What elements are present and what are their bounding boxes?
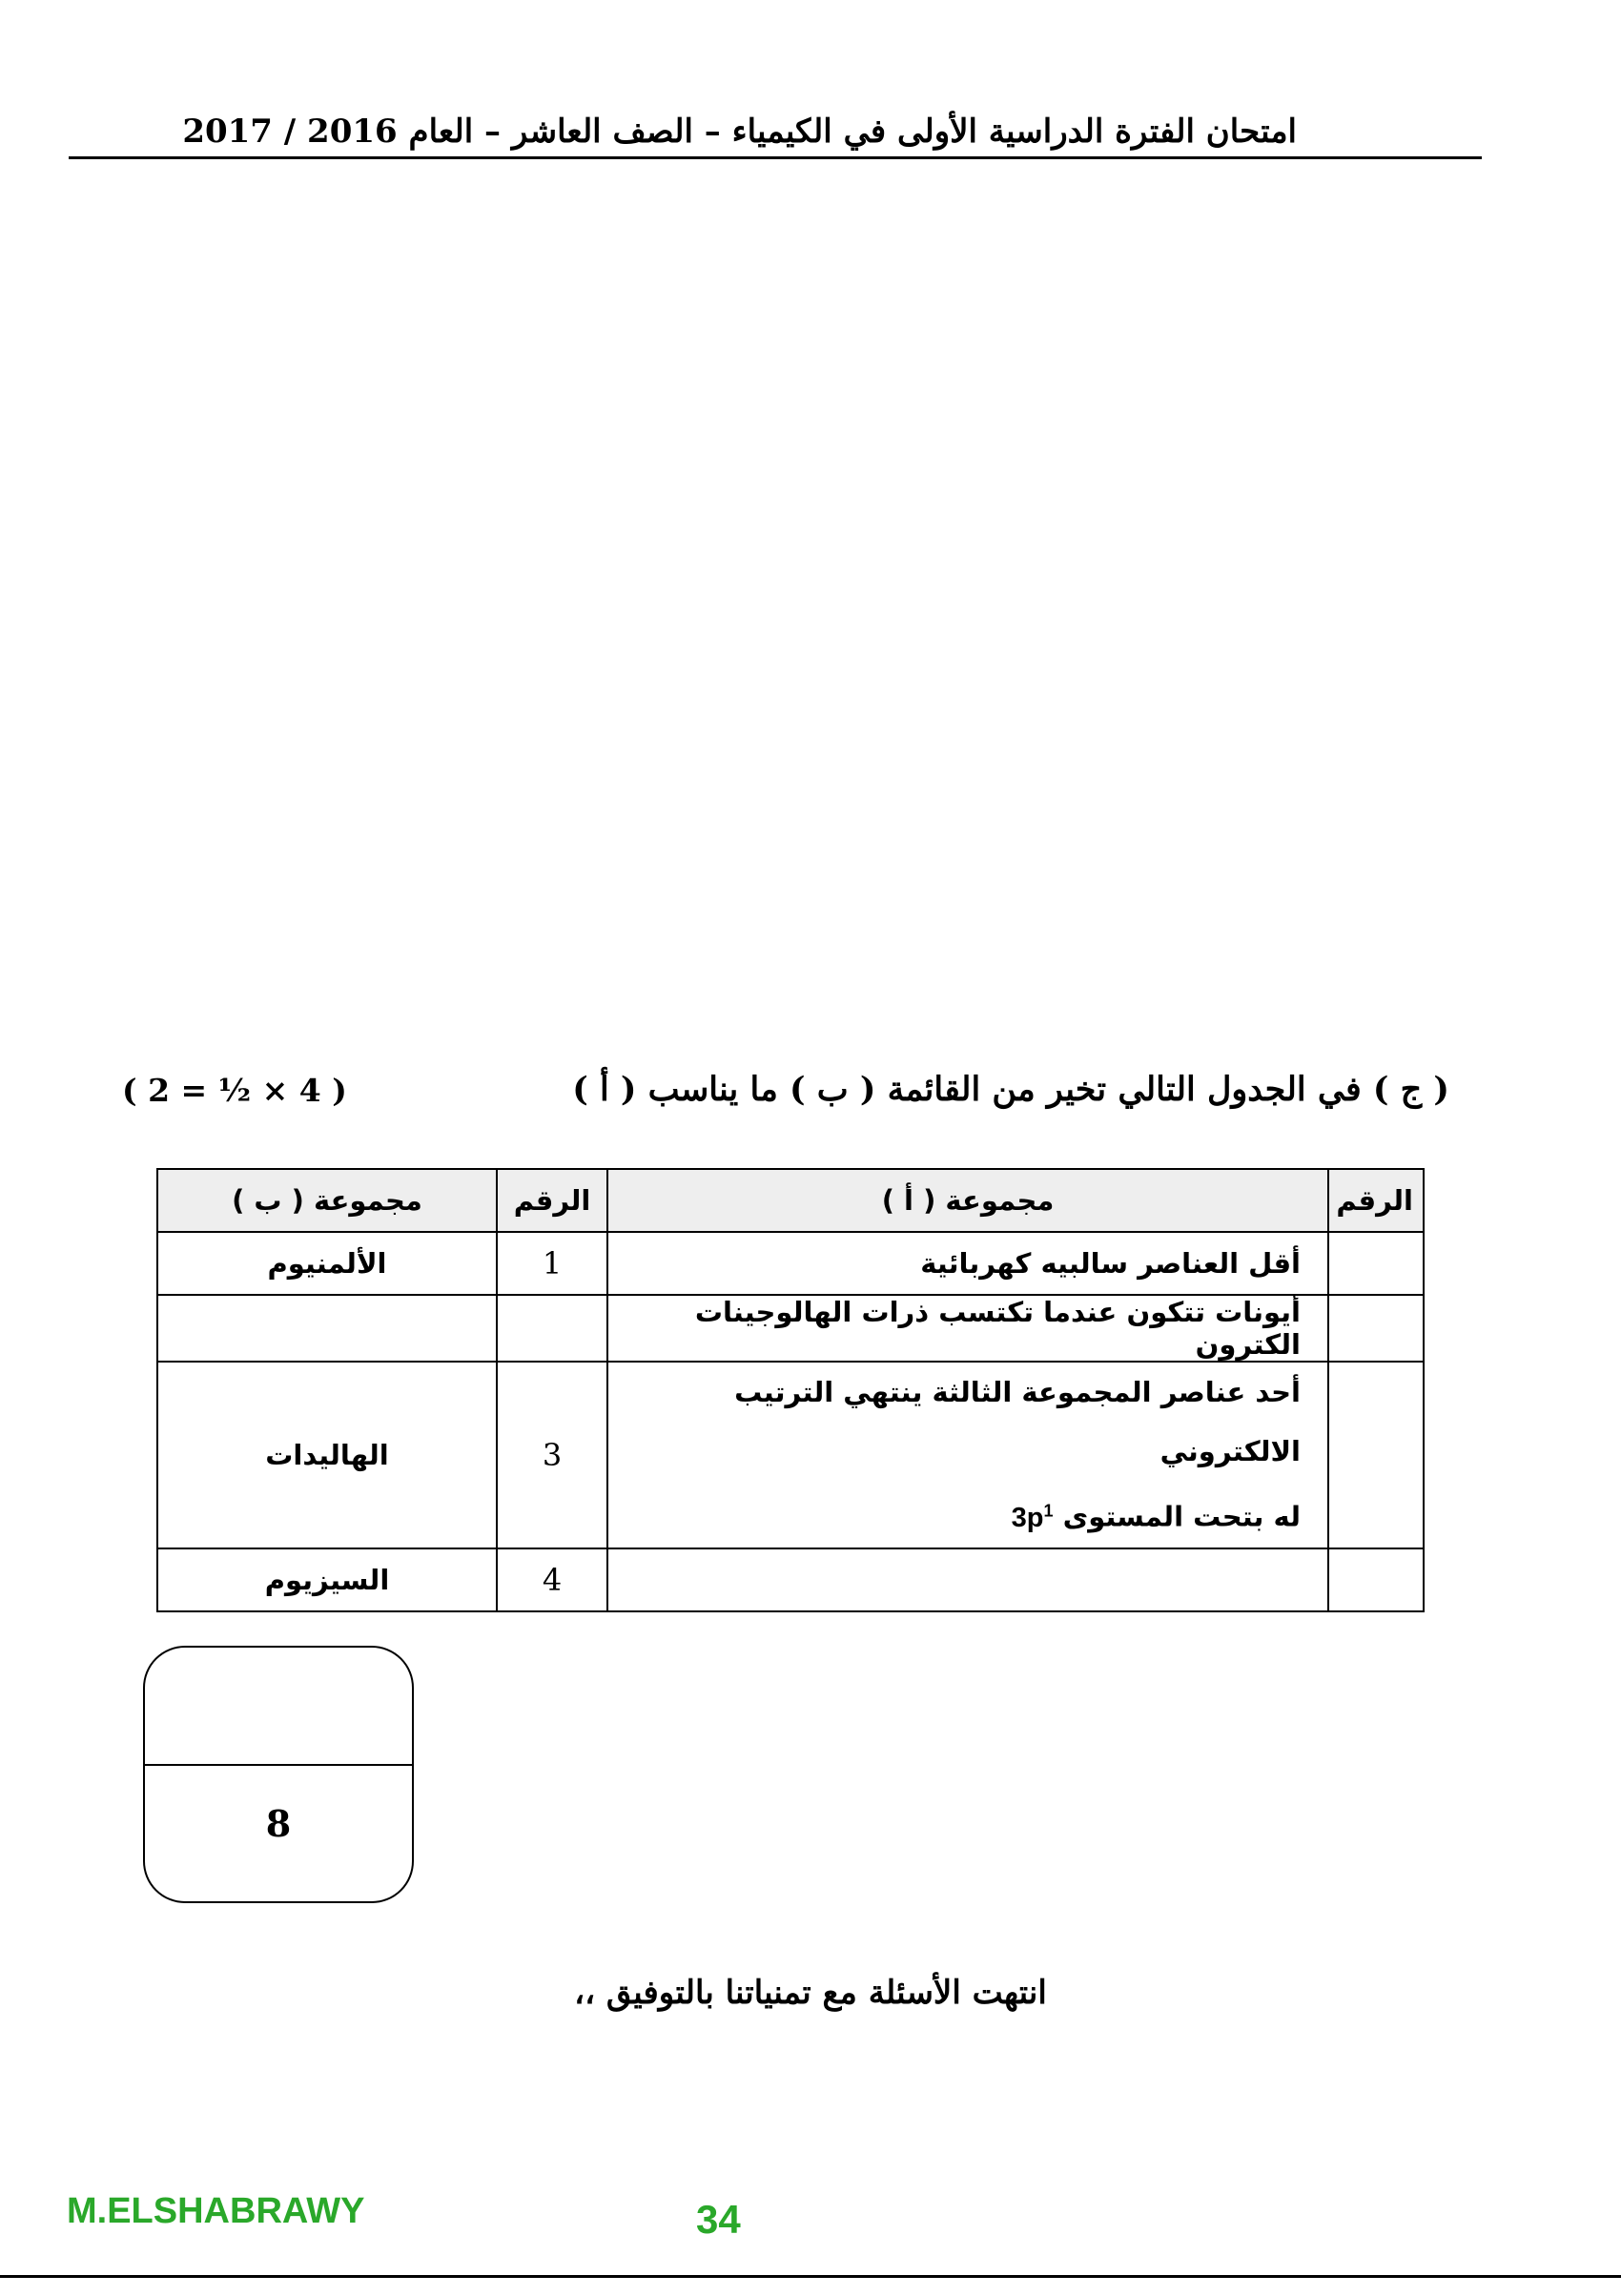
score-box-divider (143, 1764, 414, 1766)
group-b-number: 4 (497, 1548, 607, 1611)
orbital-notation (1012, 1503, 1054, 1533)
footer-author: M.ELSHABRAWY (67, 2191, 365, 2231)
header-rule (69, 156, 1482, 159)
page-number: 34 (696, 2197, 741, 2242)
header-group-a: مجموعة ( أ ) (607, 1169, 1328, 1232)
header-num-a: الرقم (1328, 1169, 1424, 1232)
group-b-number: 1 (497, 1232, 607, 1295)
table-row (157, 1548, 1424, 1611)
score-total: 8 (265, 1802, 292, 1845)
answer-cell[interactable] (1328, 1295, 1424, 1362)
table-row (157, 1295, 1424, 1362)
group-b-item: الهاليدات (157, 1362, 497, 1548)
footer-rule (0, 2275, 1621, 2278)
matching-table (156, 1168, 1425, 1612)
group-b-item: الألمنيوم (157, 1232, 497, 1295)
group-a-item-line2-text: له بتحت المستوى (1062, 1500, 1301, 1533)
answer-cell[interactable] (1328, 1548, 1424, 1611)
orbital-base: 3p (1011, 1502, 1044, 1533)
answer-cell[interactable] (1328, 1362, 1424, 1548)
table-header-row (157, 1169, 1424, 1232)
group-b-item: السيزيوم (157, 1548, 497, 1611)
group-a-item-line1: أحد عناصر المجموعة الثالثة ينتهي الترتيب الالكتروني (734, 1376, 1301, 1467)
table-row (157, 1232, 1424, 1295)
group-a-item: أقل العناصر سالبيه كهربائية (607, 1232, 1328, 1295)
group-b-item (157, 1295, 497, 1362)
exam-title: امتحان الفترة الدراسية الأولى في الكيمياء – الصف العاشر – العام 2016 / 2017 (182, 113, 1297, 151)
header-group-b: مجموعة ( ب ) (157, 1169, 497, 1232)
table-row (157, 1362, 1424, 1548)
group-a-item-line2 (618, 1481, 1301, 1548)
group-b-number: 3 (497, 1362, 607, 1548)
question-prompt: ( ج ) في الجدول التالي تخير من القائمة ( ب ) ما يناسب ( أ ) (572, 1070, 1449, 1109)
group-b-number (497, 1295, 607, 1362)
header-num-b: الرقم (497, 1169, 607, 1232)
closing-message: انتهت الأسئلة مع تمنياتنا بالتوفيق ،، (574, 1974, 1047, 2012)
question-marks: ( 2 = ½ × 4 ) (122, 1072, 347, 1109)
group-a-item (607, 1362, 1328, 1548)
group-a-item (607, 1548, 1328, 1611)
score-box (143, 1646, 414, 1903)
group-a-item: أيونات تتكون عندما تكتسب ذرات الهالوجينات الكترون (607, 1295, 1328, 1362)
orbital-superscript: 1 (1043, 1501, 1054, 1520)
answer-cell[interactable] (1328, 1232, 1424, 1295)
